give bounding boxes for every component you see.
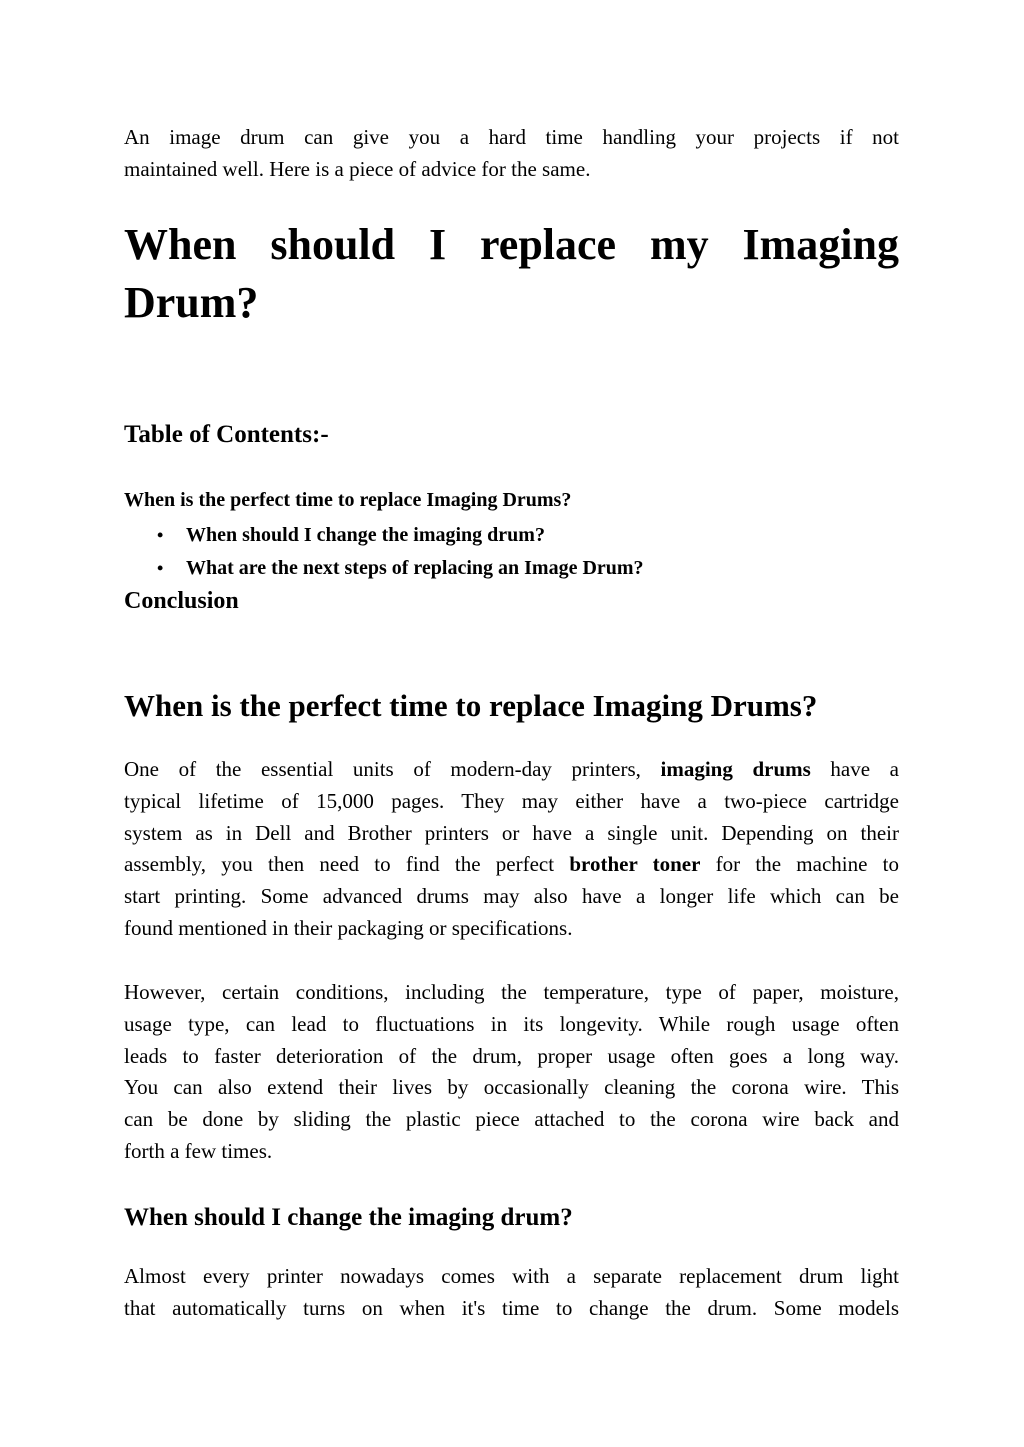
text-span: for the machine to (700, 852, 899, 877)
text-span: One of the essential units of modern-day printers, (124, 757, 661, 781)
toc-subitem-label: What are the next steps of replacing an Image Drum? (186, 557, 644, 579)
body-paragraph (124, 977, 899, 1168)
section-heading: When is the perfect time to replace Imaging Drums? (124, 688, 818, 723)
toc-subitem-label: When should I change the imaging drum? (186, 524, 545, 546)
text-line: However, certain conditions, including the temperature, type of paper, moisture, (124, 980, 899, 1004)
text-line: leads to faster deterioration of the drum, proper usage often goes a long way. (124, 1043, 899, 1068)
text-line: Almost every printer nowadays comes with a separate replacement drum light (124, 1264, 899, 1288)
text-line: that automatically turns on when it's time to change the drum. Some models (124, 1295, 899, 1320)
toc-subitem[interactable] (124, 552, 644, 585)
text-line: forth a few times. (124, 1138, 273, 1163)
text-line: An image drum can give you a hard time handling your projects if not (124, 125, 899, 149)
toc-sublist (124, 519, 644, 585)
text-line: usage type, can lead to fluctuations in its longevity. While rough usage often (124, 1011, 899, 1036)
title-line: When should I replace my Imaging (124, 220, 899, 269)
text-line: maintained well. Here is a piece of advice for the same. (124, 156, 591, 181)
text-span: have a (810, 757, 899, 781)
text-line: start printing. Some advanced drums may also have a longer life which can be (124, 884, 899, 909)
page-title (124, 216, 899, 332)
text-line: system as in Dell and Brother printers or have a single unit. Depending on their (124, 820, 899, 845)
bold-link-brother-toner[interactable]: brother toner (569, 852, 701, 877)
bold-link-imaging-drums[interactable]: imaging drums (660, 757, 811, 781)
text-line: can be done by sliding the plastic piece attached to the corona wire back and (124, 1107, 899, 1132)
text-line: found mentioned in their packaging or specifications. (124, 915, 573, 940)
bullet-icon: • (157, 558, 164, 578)
toc-item-conclusion[interactable]: Conclusion (124, 588, 239, 614)
body-paragraph (124, 1261, 899, 1325)
toc-heading: Table of Contents:- (124, 421, 329, 448)
toc-item-main[interactable]: When is the perfect time to replace Imaging Drums? (124, 489, 572, 511)
title-line: Drum? (124, 278, 259, 327)
text-line: typical lifetime of 15,000 pages. They may either have a two-piece cartridge (124, 788, 899, 813)
toc-subitem[interactable] (124, 519, 644, 552)
text-line (124, 754, 899, 786)
text-line: You can also extend their lives by occasionally cleaning the corona wire. This (124, 1075, 899, 1100)
text-span: assembly, you then need to find the perfect (124, 852, 570, 877)
intro-paragraph (124, 122, 899, 186)
bullet-icon: • (157, 525, 164, 545)
subsection-heading: When should I change the imaging drum? (124, 1204, 573, 1231)
body-paragraph (124, 754, 899, 945)
text-line (124, 849, 899, 881)
